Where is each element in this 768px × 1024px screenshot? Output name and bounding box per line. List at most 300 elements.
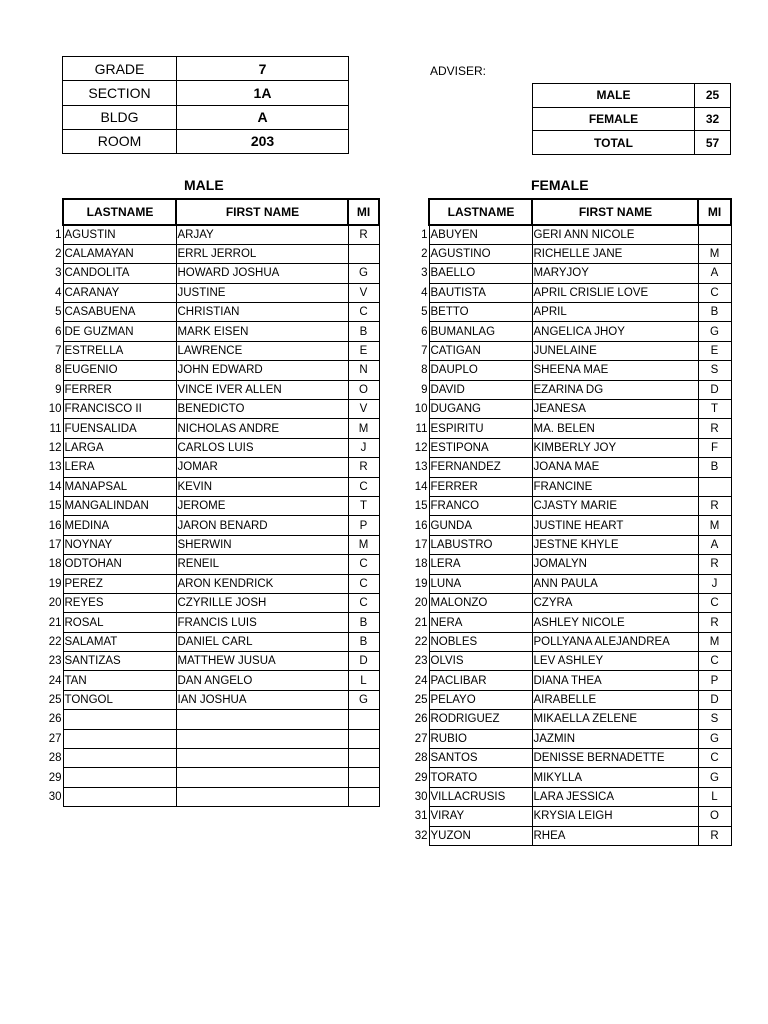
table-row xyxy=(36,361,379,380)
mi-cell: C xyxy=(348,593,379,612)
mi-cell: C xyxy=(698,652,731,671)
mi-cell: R xyxy=(698,496,731,515)
firstname-cell: ANN PAULA xyxy=(532,574,698,593)
row-number: 2 xyxy=(55,248,62,261)
firstname-cell: CJASTY MARIE xyxy=(532,496,698,515)
table-row xyxy=(402,710,731,729)
lastname-cell: DE GUZMAN xyxy=(63,322,176,341)
firstname-cell: ANGELICA JHOY xyxy=(532,322,698,341)
lastname-cell xyxy=(63,787,176,806)
firstname-header: FIRST NAME xyxy=(176,199,348,225)
table-row xyxy=(402,477,731,496)
row-number: 28 xyxy=(48,752,62,765)
info-label: ROOM xyxy=(63,129,177,153)
mi-cell: R xyxy=(698,613,731,632)
table-row xyxy=(402,632,731,651)
table-row xyxy=(36,283,379,302)
table-row xyxy=(402,555,731,574)
table-row xyxy=(402,807,731,826)
row-number: 12 xyxy=(48,441,62,454)
lastname-cell: NOBLES xyxy=(429,632,532,651)
firstname-cell: BENEDICTO xyxy=(176,400,348,419)
mi-cell: D xyxy=(348,652,379,671)
firstname-cell: RICHELLE JANE xyxy=(532,244,698,263)
table-row xyxy=(36,729,379,748)
table-row xyxy=(36,244,379,263)
firstname-cell: ARON KENDRICK xyxy=(176,574,348,593)
row-number: 3 xyxy=(55,267,62,280)
row-number: 22 xyxy=(48,635,62,648)
table-row xyxy=(36,496,379,515)
firstname-header: FIRST NAME xyxy=(532,199,698,225)
firstname-cell: MATTHEW JUSUA xyxy=(176,652,348,671)
lastname-header: LASTNAME xyxy=(429,199,532,225)
table-row xyxy=(402,496,731,515)
firstname-cell: CZYRA xyxy=(532,593,698,612)
mi-cell: T xyxy=(348,496,379,515)
mi-cell: T xyxy=(698,400,731,419)
mi-cell: M xyxy=(698,244,731,263)
lastname-cell: ESTRELLA xyxy=(63,341,176,360)
mi-cell: P xyxy=(348,516,379,535)
mi-cell: C xyxy=(698,283,731,302)
table-row xyxy=(36,225,379,244)
lastname-cell xyxy=(63,749,176,768)
firstname-cell: DENISSE BERNADETTE xyxy=(532,749,698,768)
mi-cell: M xyxy=(348,419,379,438)
row-number: 26 xyxy=(414,713,428,726)
lastname-cell: ODTOHAN xyxy=(63,555,176,574)
firstname-cell: FRANCIS LUIS xyxy=(176,613,348,632)
row-number: 11 xyxy=(415,422,428,435)
firstname-cell: JOHN EDWARD xyxy=(176,361,348,380)
firstname-cell: CHRISTIAN xyxy=(176,303,348,322)
mi-cell: R xyxy=(348,458,379,477)
summary-label: MALE xyxy=(533,84,695,108)
mi-cell xyxy=(348,244,379,263)
mi-cell: P xyxy=(698,671,731,690)
lastname-cell: MANAPSAL xyxy=(63,477,176,496)
firstname-cell: MARYJOY xyxy=(532,264,698,283)
firstname-cell: RENEIL xyxy=(176,555,348,574)
firstname-cell: VINCE IVER ALLEN xyxy=(176,380,348,399)
mi-cell: D xyxy=(698,690,731,709)
table-row xyxy=(402,652,731,671)
row-number: 10 xyxy=(414,403,428,416)
firstname-cell xyxy=(176,749,348,768)
lastname-cell: ROSAL xyxy=(63,613,176,632)
lastname-cell: TORATO xyxy=(429,768,532,787)
lastname-cell: TONGOL xyxy=(63,690,176,709)
table-row xyxy=(402,380,731,399)
table-row xyxy=(402,458,731,477)
lastname-cell: PELAYO xyxy=(429,690,532,709)
firstname-cell: ASHLEY NICOLE xyxy=(532,613,698,632)
info-row xyxy=(63,105,349,129)
mi-cell: R xyxy=(698,555,731,574)
female-header-row xyxy=(402,199,731,225)
lastname-cell xyxy=(63,729,176,748)
table-row xyxy=(402,613,731,632)
table-row xyxy=(402,690,731,709)
lastname-cell: TAN xyxy=(63,671,176,690)
lastname-cell: DUGANG xyxy=(429,400,532,419)
table-row xyxy=(36,613,379,632)
row-number: 15 xyxy=(414,500,428,513)
row-number: 20 xyxy=(48,597,62,610)
lastname-cell: GUNDA xyxy=(429,516,532,535)
row-number: 30 xyxy=(414,791,428,804)
lastname-cell xyxy=(63,710,176,729)
table-row xyxy=(402,574,731,593)
lastname-cell: YUZON xyxy=(429,826,532,845)
firstname-cell: JUSTINE HEART xyxy=(532,516,698,535)
row-number: 17 xyxy=(48,538,62,551)
firstname-cell: AIRABELLE xyxy=(532,690,698,709)
firstname-cell: DANIEL CARL xyxy=(176,632,348,651)
mi-cell: V xyxy=(348,400,379,419)
mi-cell xyxy=(348,749,379,768)
summary-label: TOTAL xyxy=(533,131,695,155)
row-number: 1 xyxy=(55,228,62,241)
row-number: 31 xyxy=(414,810,428,823)
firstname-cell: JAZMIN xyxy=(532,729,698,748)
lastname-cell: MANGALINDAN xyxy=(63,496,176,515)
summary-value: 25 xyxy=(695,84,731,108)
lastname-cell: LUNA xyxy=(429,574,532,593)
lastname-cell: DAUPLO xyxy=(429,361,532,380)
lastname-cell: AGUSTIN xyxy=(63,225,176,244)
table-row xyxy=(402,225,731,244)
table-row xyxy=(402,283,731,302)
firstname-cell xyxy=(176,768,348,787)
table-row xyxy=(402,671,731,690)
lastname-cell xyxy=(63,768,176,787)
lastname-cell: CALAMAYAN xyxy=(63,244,176,263)
firstname-cell: LAWRENCE xyxy=(176,341,348,360)
table-row xyxy=(402,787,731,806)
firstname-cell: POLLYANA ALEJANDREA xyxy=(532,632,698,651)
row-number: 9 xyxy=(55,383,62,396)
firstname-cell: RHEA xyxy=(532,826,698,845)
mi-cell: B xyxy=(698,458,731,477)
lastname-cell: VIRAY xyxy=(429,807,532,826)
table-row xyxy=(402,419,731,438)
firstname-cell: GERI ANN NICOLE xyxy=(532,225,698,244)
table-row xyxy=(36,671,379,690)
mi-cell: O xyxy=(698,807,731,826)
table-row xyxy=(36,438,379,457)
firstname-cell: DIANA THEA xyxy=(532,671,698,690)
table-row xyxy=(402,322,731,341)
female-section-title: FEMALE xyxy=(531,177,589,193)
mi-cell: G xyxy=(348,264,379,283)
row-number: 18 xyxy=(414,558,428,571)
row-number: 25 xyxy=(414,694,428,707)
row-number: 21 xyxy=(414,616,428,629)
lastname-cell: OLVIS xyxy=(429,652,532,671)
lastname-cell: BUMANLAG xyxy=(429,322,532,341)
lastname-cell: FERRER xyxy=(63,380,176,399)
mi-cell: C xyxy=(698,593,731,612)
lastname-cell: ESPIRITU xyxy=(429,419,532,438)
mi-cell: S xyxy=(698,361,731,380)
firstname-cell: FRANCINE xyxy=(532,477,698,496)
firstname-cell: MIKYLLA xyxy=(532,768,698,787)
table-row xyxy=(402,516,731,535)
lastname-cell: FERRER xyxy=(429,477,532,496)
info-row xyxy=(63,57,349,81)
table-row xyxy=(36,477,379,496)
mi-cell xyxy=(698,477,731,496)
enrollment-summary-table xyxy=(532,83,731,155)
male-roster-table xyxy=(36,198,380,807)
mi-cell: M xyxy=(698,516,731,535)
mi-cell: V xyxy=(348,283,379,302)
row-number: 24 xyxy=(48,674,62,687)
mi-cell: B xyxy=(348,322,379,341)
mi-cell: R xyxy=(348,225,379,244)
mi-cell: G xyxy=(698,729,731,748)
info-row xyxy=(63,81,349,105)
lastname-cell: BAUTISTA xyxy=(429,283,532,302)
lastname-cell: FRANCISCO II xyxy=(63,400,176,419)
mi-cell: L xyxy=(698,787,731,806)
mi-cell: G xyxy=(348,690,379,709)
row-number: 13 xyxy=(414,461,428,474)
lastname-cell: BAELLO xyxy=(429,264,532,283)
table-row xyxy=(402,729,731,748)
row-number: 24 xyxy=(414,674,428,687)
table-row xyxy=(36,632,379,651)
mi-cell: S xyxy=(698,710,731,729)
table-row xyxy=(36,380,379,399)
table-row xyxy=(36,419,379,438)
table-row xyxy=(402,749,731,768)
lastname-cell: ABUYEN xyxy=(429,225,532,244)
adviser-label: ADVISER: xyxy=(430,64,487,78)
mi-cell: C xyxy=(348,555,379,574)
lastname-cell: LERA xyxy=(63,458,176,477)
row-number: 12 xyxy=(414,441,428,454)
info-value: A xyxy=(177,105,349,129)
row-number: 26 xyxy=(48,713,62,726)
row-number: 25 xyxy=(48,694,62,707)
info-label: GRADE xyxy=(63,57,177,81)
firstname-cell xyxy=(176,729,348,748)
mi-cell: J xyxy=(348,438,379,457)
mi-cell xyxy=(348,768,379,787)
table-row xyxy=(36,341,379,360)
firstname-cell xyxy=(176,787,348,806)
table-row xyxy=(36,264,379,283)
info-label: SECTION xyxy=(63,81,177,105)
table-row xyxy=(402,768,731,787)
firstname-cell: MARK EISEN xyxy=(176,322,348,341)
male-header-row xyxy=(36,199,379,225)
firstname-cell: KIMBERLY JOY xyxy=(532,438,698,457)
firstname-cell: APRIL CRISLIE LOVE xyxy=(532,283,698,302)
mi-cell: M xyxy=(348,535,379,554)
info-value: 203 xyxy=(177,129,349,153)
male-section-title: MALE xyxy=(184,177,224,193)
table-row xyxy=(36,458,379,477)
table-row xyxy=(402,593,731,612)
lastname-cell: LARGA xyxy=(63,438,176,457)
lastname-cell: BETTO xyxy=(429,303,532,322)
firstname-cell: ERRL JERROL xyxy=(176,244,348,263)
row-number: 22 xyxy=(414,635,428,648)
mi-cell: B xyxy=(698,303,731,322)
row-number: 16 xyxy=(414,519,428,532)
table-row xyxy=(36,787,379,806)
row-number: 8 xyxy=(55,364,62,377)
firstname-cell: IAN JOSHUA xyxy=(176,690,348,709)
class-info-table xyxy=(62,56,349,154)
row-number: 14 xyxy=(48,480,62,493)
info-value: 7 xyxy=(177,57,349,81)
firstname-cell: JESTNE KHYLE xyxy=(532,535,698,554)
lastname-cell: SANTIZAS xyxy=(63,652,176,671)
row-number: 19 xyxy=(414,577,428,590)
table-row xyxy=(36,516,379,535)
mi-cell: B xyxy=(348,632,379,651)
mi-cell: O xyxy=(348,380,379,399)
row-number: 30 xyxy=(48,791,62,804)
mi-cell: E xyxy=(348,341,379,360)
firstname-cell: JUSTINE xyxy=(176,283,348,302)
row-number: 21 xyxy=(48,616,62,629)
lastname-cell: SALAMAT xyxy=(63,632,176,651)
lastname-cell: FRANCO xyxy=(429,496,532,515)
table-row xyxy=(36,710,379,729)
firstname-cell: SHEENA MAE xyxy=(532,361,698,380)
mi-cell: N xyxy=(348,361,379,380)
row-number: 7 xyxy=(421,345,428,358)
summary-row xyxy=(533,131,731,155)
firstname-cell: CZYRILLE JOSH xyxy=(176,593,348,612)
firstname-cell: JEANESA xyxy=(532,400,698,419)
lastname-cell: RUBIO xyxy=(429,729,532,748)
lastname-cell: ESTIPONA xyxy=(429,438,532,457)
mi-cell: C xyxy=(348,477,379,496)
mi-header: MI xyxy=(698,199,731,225)
info-value: 1A xyxy=(177,81,349,105)
mi-cell xyxy=(348,710,379,729)
table-row xyxy=(402,535,731,554)
lastname-cell: VILLACRUSIS xyxy=(429,787,532,806)
lastname-cell: SANTOS xyxy=(429,749,532,768)
lastname-cell: PACLIBAR xyxy=(429,671,532,690)
lastname-cell: CASABUENA xyxy=(63,303,176,322)
row-number: 29 xyxy=(414,771,428,784)
firstname-cell: JOMALYN xyxy=(532,555,698,574)
row-number-header xyxy=(36,199,63,225)
firstname-cell: ARJAY xyxy=(176,225,348,244)
firstname-cell: SHERWIN xyxy=(176,535,348,554)
lastname-cell: MEDINA xyxy=(63,516,176,535)
row-number: 4 xyxy=(55,286,62,299)
row-number: 15 xyxy=(48,500,62,513)
lastname-cell: AGUSTINO xyxy=(429,244,532,263)
table-row xyxy=(402,264,731,283)
firstname-cell: NICHOLAS ANDRE xyxy=(176,419,348,438)
lastname-cell: LERA xyxy=(429,555,532,574)
summary-label: FEMALE xyxy=(533,107,695,131)
row-number: 2 xyxy=(421,248,428,261)
lastname-cell: CATIGAN xyxy=(429,341,532,360)
mi-cell xyxy=(348,787,379,806)
mi-cell: G xyxy=(698,322,731,341)
table-row xyxy=(36,555,379,574)
table-row xyxy=(36,303,379,322)
row-number: 10 xyxy=(48,403,62,416)
lastname-cell: DAVID xyxy=(429,380,532,399)
table-row xyxy=(36,593,379,612)
firstname-cell: LEV ASHLEY xyxy=(532,652,698,671)
row-number: 6 xyxy=(421,325,428,338)
firstname-cell: KEVIN xyxy=(176,477,348,496)
mi-cell: J xyxy=(698,574,731,593)
table-row xyxy=(36,574,379,593)
table-row xyxy=(36,652,379,671)
row-number: 28 xyxy=(414,752,428,765)
lastname-cell: EUGENIO xyxy=(63,361,176,380)
lastname-cell: RODRIGUEZ xyxy=(429,710,532,729)
mi-cell: R xyxy=(698,826,731,845)
row-number: 3 xyxy=(421,267,428,280)
row-number: 5 xyxy=(421,306,428,319)
lastname-cell: MALONZO xyxy=(429,593,532,612)
firstname-cell: KRYSIA LEIGH xyxy=(532,807,698,826)
table-row xyxy=(402,361,731,380)
row-number: 20 xyxy=(414,597,428,610)
row-number: 14 xyxy=(414,480,428,493)
table-row xyxy=(36,768,379,787)
row-number: 32 xyxy=(414,829,428,842)
mi-cell: C xyxy=(698,749,731,768)
firstname-cell: JOANA MAE xyxy=(532,458,698,477)
row-number-header xyxy=(402,199,429,225)
mi-cell: L xyxy=(348,671,379,690)
row-number: 29 xyxy=(48,771,62,784)
info-label: BLDG xyxy=(63,105,177,129)
mi-cell: A xyxy=(698,535,731,554)
row-number: 19 xyxy=(48,577,62,590)
table-row xyxy=(36,400,379,419)
mi-cell: C xyxy=(348,574,379,593)
lastname-header: LASTNAME xyxy=(63,199,176,225)
summary-value: 32 xyxy=(695,107,731,131)
firstname-cell: DAN ANGELO xyxy=(176,671,348,690)
row-number: 1 xyxy=(421,228,428,241)
firstname-cell: JEROME xyxy=(176,496,348,515)
mi-cell: E xyxy=(698,341,731,360)
mi-cell: F xyxy=(698,438,731,457)
lastname-cell: NOYNAY xyxy=(63,535,176,554)
table-row xyxy=(402,400,731,419)
firstname-cell: JOMAR xyxy=(176,458,348,477)
summary-value: 57 xyxy=(695,131,731,155)
table-row xyxy=(402,341,731,360)
row-number: 16 xyxy=(48,519,62,532)
firstname-cell: APRIL xyxy=(532,303,698,322)
firstname-cell: HOWARD JOSHUA xyxy=(176,264,348,283)
firstname-cell: MA. BELEN xyxy=(532,419,698,438)
firstname-cell: EZARINA DG xyxy=(532,380,698,399)
mi-header: MI xyxy=(348,199,379,225)
table-row xyxy=(402,303,731,322)
